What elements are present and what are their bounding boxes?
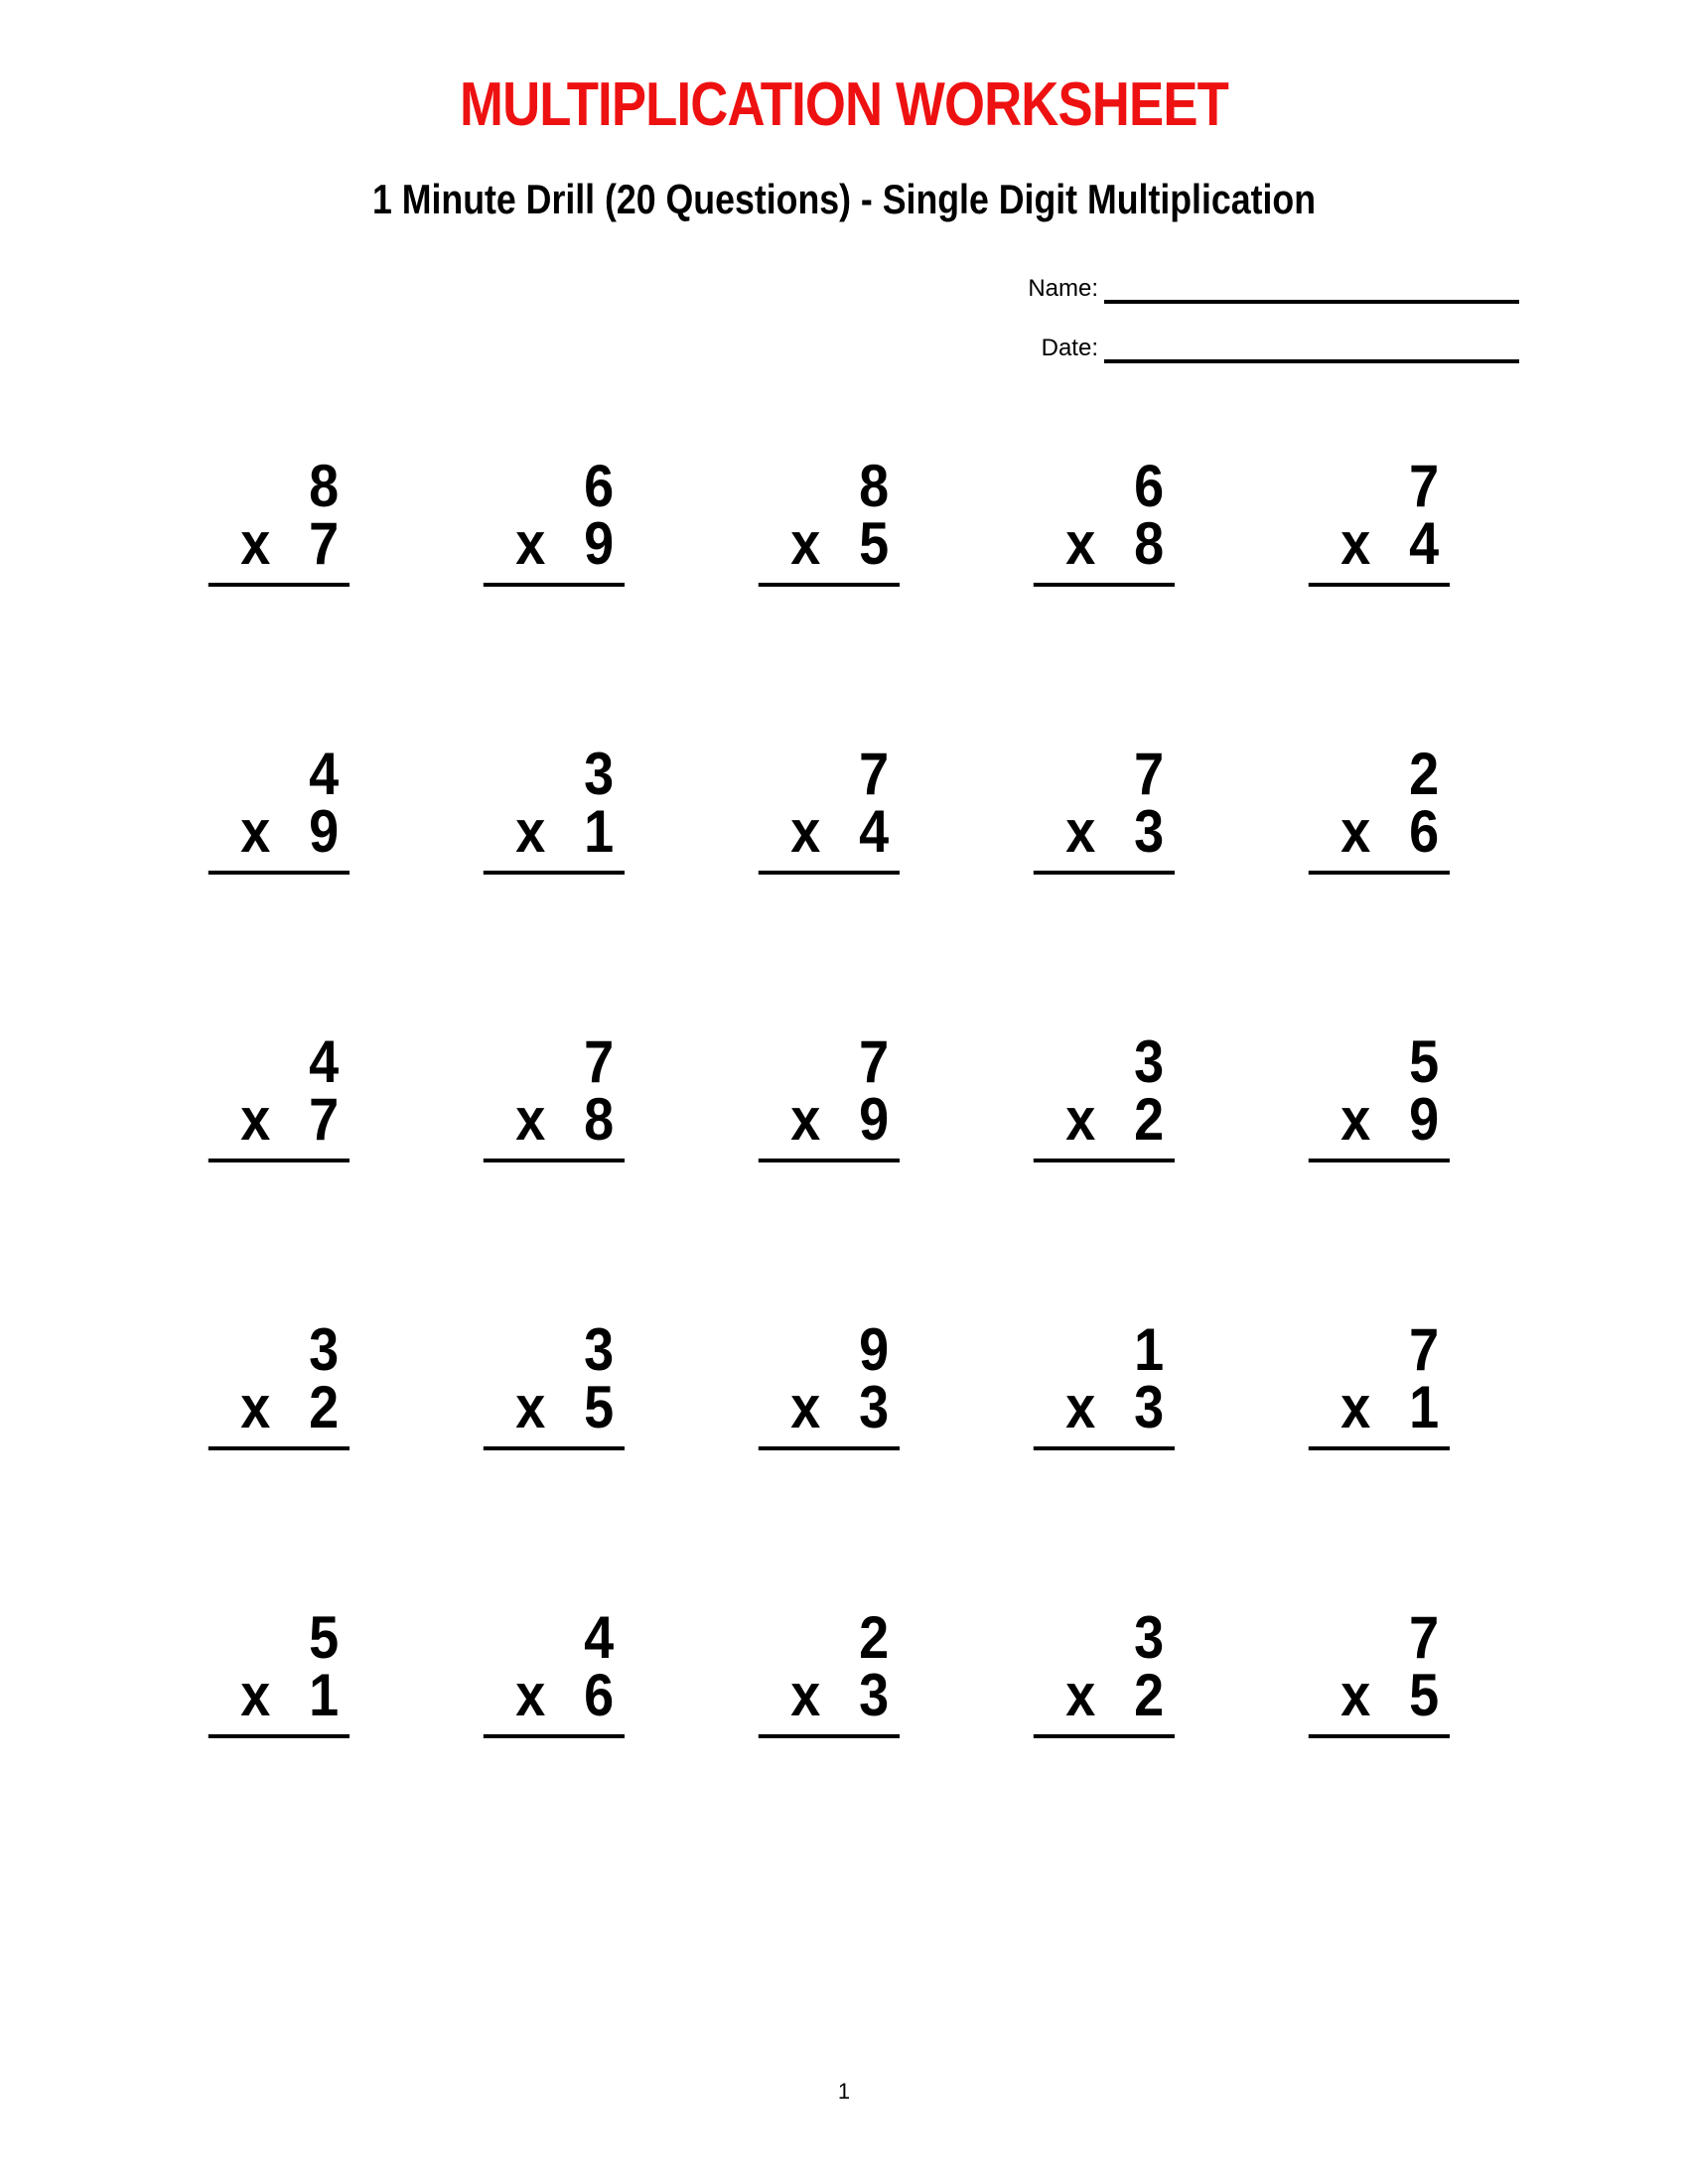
date-label: Date: [1041,335,1098,361]
page-number: 1 [837,2079,851,2104]
multiplicand: 9 [859,1316,890,1383]
multiplier: 4 [1409,510,1440,577]
multiplication-problem [209,453,350,587]
multiply-sign: x [1065,1086,1096,1153]
multiply-sign: x [240,1662,271,1728]
answer-space[interactable] [759,1162,900,1242]
multiply-sign: x [1065,510,1096,577]
multiplicand: 2 [859,1604,890,1671]
multiplier: 9 [584,510,615,577]
multiplier: 5 [859,510,890,577]
multiply-sign: x [1340,1086,1371,1153]
multiplier: 6 [1409,798,1440,865]
answer-space[interactable] [759,587,900,666]
multiply-sign: x [515,1662,546,1728]
multiplicand: 7 [859,741,890,807]
multiplication-problem [484,1028,625,1162]
multiplication-problem [484,1316,625,1450]
multiplicand: 7 [1409,453,1440,519]
answer-space[interactable] [759,1738,900,1818]
multiplicand: 5 [309,1604,340,1671]
multiplicand: 8 [859,453,890,519]
multiplicand: 3 [309,1316,340,1383]
multiplier: 2 [1134,1662,1165,1728]
multiplication-problem [209,741,350,875]
multiplicand: 3 [584,1316,615,1383]
multiplication-problem [1034,741,1175,875]
multiply-sign: x [790,510,821,577]
answer-space[interactable] [209,1162,350,1242]
multiplier: 5 [584,1374,615,1440]
multiply-sign: x [790,1662,821,1728]
multiplicand: 7 [584,1028,615,1095]
multiply-sign: x [790,1374,821,1440]
answer-space[interactable] [484,587,625,666]
multiply-sign: x [1065,1374,1096,1440]
answer-space[interactable] [209,875,350,954]
multiply-sign: x [790,798,821,865]
page-title: MULTIPLICATION WORKSHEET [460,70,1228,139]
multiplier: 8 [1134,510,1165,577]
multiplication-problem [759,1604,900,1738]
multiply-sign: x [790,1086,821,1153]
multiplier: 9 [859,1086,890,1153]
multiplier: 8 [584,1086,615,1153]
multiplication-problem [1309,1604,1450,1738]
multiply-sign: x [240,798,271,865]
answer-space[interactable] [1309,1738,1450,1818]
multiplication-problem [484,453,625,587]
multiplier: 5 [1409,1662,1440,1728]
multiplication-problem [1309,1028,1450,1162]
multiplier: 2 [309,1374,340,1440]
multiplier: 9 [309,798,340,865]
multiplier: 1 [309,1662,340,1728]
multiply-sign: x [1065,1662,1096,1728]
answer-space[interactable] [1034,1738,1175,1818]
multiplication-problem [759,1316,900,1450]
multiplicand: 4 [309,741,340,807]
multiplication-problem [1309,741,1450,875]
multiplier: 3 [859,1374,890,1440]
multiply-sign: x [515,1086,546,1153]
answer-space[interactable] [759,875,900,954]
multiplicand: 6 [584,453,615,519]
multiplier: 4 [859,798,890,865]
page-subtitle: 1 Minute Drill (20 Questions) - Single Digit Multiplication [371,176,1317,222]
multiply-sign: x [1065,798,1096,865]
multiplicand: 3 [584,741,615,807]
multiplication-problem [1309,453,1450,587]
answer-space[interactable] [1034,587,1175,666]
multiplier: 1 [1409,1374,1440,1440]
multiplier: 1 [584,798,615,865]
multiplication-problem [759,741,900,875]
multiplication-problem [209,1028,350,1162]
answer-space[interactable] [209,587,350,666]
multiplicand: 3 [1134,1604,1165,1671]
multiplication-problem [209,1604,350,1738]
multiply-sign: x [1340,1374,1371,1440]
multiplier: 6 [584,1662,615,1728]
multiplicand: 2 [1409,741,1440,807]
multiply-sign: x [515,510,546,577]
multiplicand: 3 [1134,1028,1165,1095]
multiplicand: 1 [1134,1316,1165,1383]
multiplication-problem [1034,1028,1175,1162]
multiplicand: 7 [1409,1316,1440,1383]
multiplier: 2 [1134,1086,1165,1153]
multiplication-problem [209,1316,350,1450]
multiplication-problem [759,1028,900,1162]
multiply-sign: x [240,1086,271,1153]
answer-space[interactable] [1034,1162,1175,1242]
multiplicand: 7 [1134,741,1165,807]
problems-grid [74,299,1450,1738]
multiplication-problem [1034,453,1175,587]
multiplier: 9 [1409,1086,1440,1153]
answer-space[interactable] [209,1738,350,1818]
answer-space[interactable] [1309,587,1450,666]
multiply-sign: x [515,1374,546,1440]
multiply-sign: x [1340,1662,1371,1728]
answer-space[interactable] [1034,875,1175,954]
answer-space[interactable] [1309,1450,1450,1530]
answer-space[interactable] [484,1450,625,1530]
multiply-sign: x [240,1374,271,1440]
multiplication-problem [1309,1316,1450,1450]
multiplicand: 7 [859,1028,890,1095]
answer-space[interactable] [484,875,625,954]
multiplicand: 4 [584,1604,615,1671]
answer-space[interactable] [759,1450,900,1530]
multiplication-problem [1034,1316,1175,1450]
multiplicand: 4 [309,1028,340,1095]
multiplication-problem [484,741,625,875]
multiplier: 3 [1134,798,1165,865]
multiply-sign: x [515,798,546,865]
multiplicand: 6 [1134,453,1165,519]
answer-space[interactable] [484,1162,625,1242]
answer-space[interactable] [1034,1450,1175,1530]
multiply-sign: x [240,510,271,577]
multiplier: 7 [309,510,340,577]
answer-space[interactable] [1309,875,1450,954]
multiplication-problem [484,1604,625,1738]
multiplier: 3 [1134,1374,1165,1440]
multiplicand: 5 [1409,1028,1440,1095]
answer-space[interactable] [484,1738,625,1818]
answer-space[interactable] [209,1450,350,1530]
multiplier: 7 [309,1086,340,1153]
name-label: Name: [1028,275,1098,302]
answer-space[interactable] [1309,1162,1450,1242]
multiplication-problem [1034,1604,1175,1738]
multiply-sign: x [1340,510,1371,577]
multiplicand: 7 [1409,1604,1440,1671]
multiplicand: 8 [309,453,340,519]
multiplication-problem [759,453,900,587]
multiplier: 3 [859,1662,890,1728]
multiply-sign: x [1340,798,1371,865]
